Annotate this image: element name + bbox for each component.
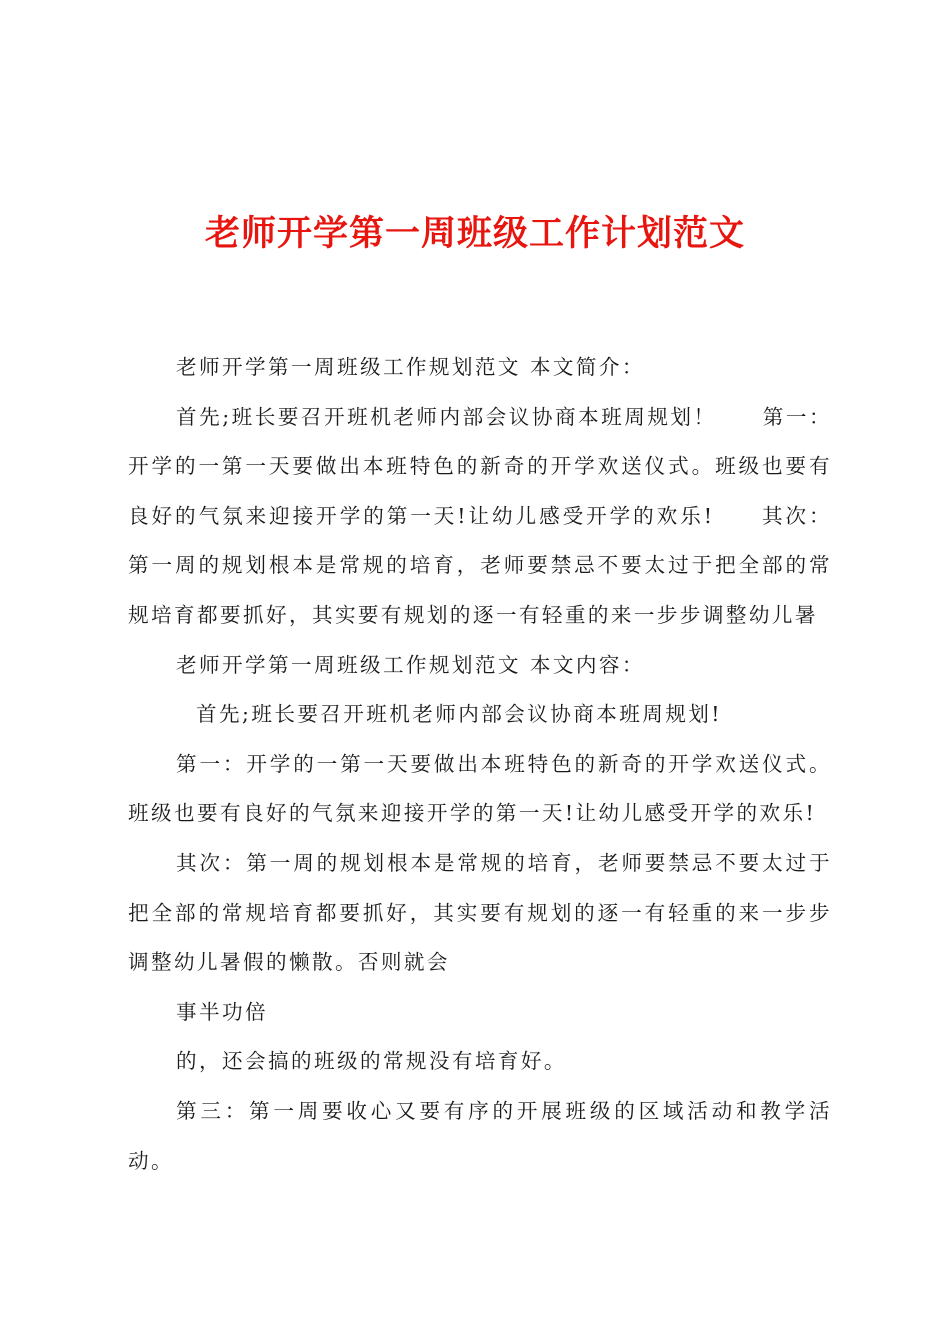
content-paragraph: 其次：第一周的规划根本是常规的培育，老师要禁忌不要太过于把全部的常规培育都要抓好，其实要有规划的逐一有轻重的来一步步调整幼儿暑假的懒散。否则就会	[128, 850, 832, 975]
document-body	[128, 343, 832, 1186]
content-paragraph: 第三：第一周要收心又要有序的开展班级的区域活动和教学活动。	[128, 1098, 832, 1173]
content-heading: 老师开学第一周班级工作规划范文 本文内容：	[176, 652, 645, 677]
summary-paragraph: 首先;班长要召开班机老师内部会议协商本班周规划！ 第一：开学的一第一天要做出本班特色的新奇的开学欢送仪式。班级也要有良好的气氛来迎接开学的第一天!让幼儿感受开学的欢乐! 其次：第一周的规划根本是常规的培育，老师要禁忌不要太过于把全部的常规培育都要抓好，其实要有规划的逐一有轻重的来一步步调整幼儿暑	[128, 404, 832, 627]
document-title: 老师开学第一周班级工作计划范文	[204, 213, 745, 254]
content-paragraph: 事半功倍	[176, 999, 268, 1024]
content-paragraph: 首先;班长要召开班机老师内部会议协商本班周规划!	[196, 702, 722, 727]
summary-heading: 老师开学第一周班级工作规划范文 本文简介：	[176, 355, 645, 379]
content-paragraph: 第一：开学的一第一天要做出本班特色的新奇的开学欢送仪式。班级也要有良好的气氛来迎接开学的第一天!让幼儿感受开学的欢乐!	[128, 751, 832, 826]
content-paragraph: 的，还会搞的班级的常规没有培育好。	[176, 1049, 567, 1074]
